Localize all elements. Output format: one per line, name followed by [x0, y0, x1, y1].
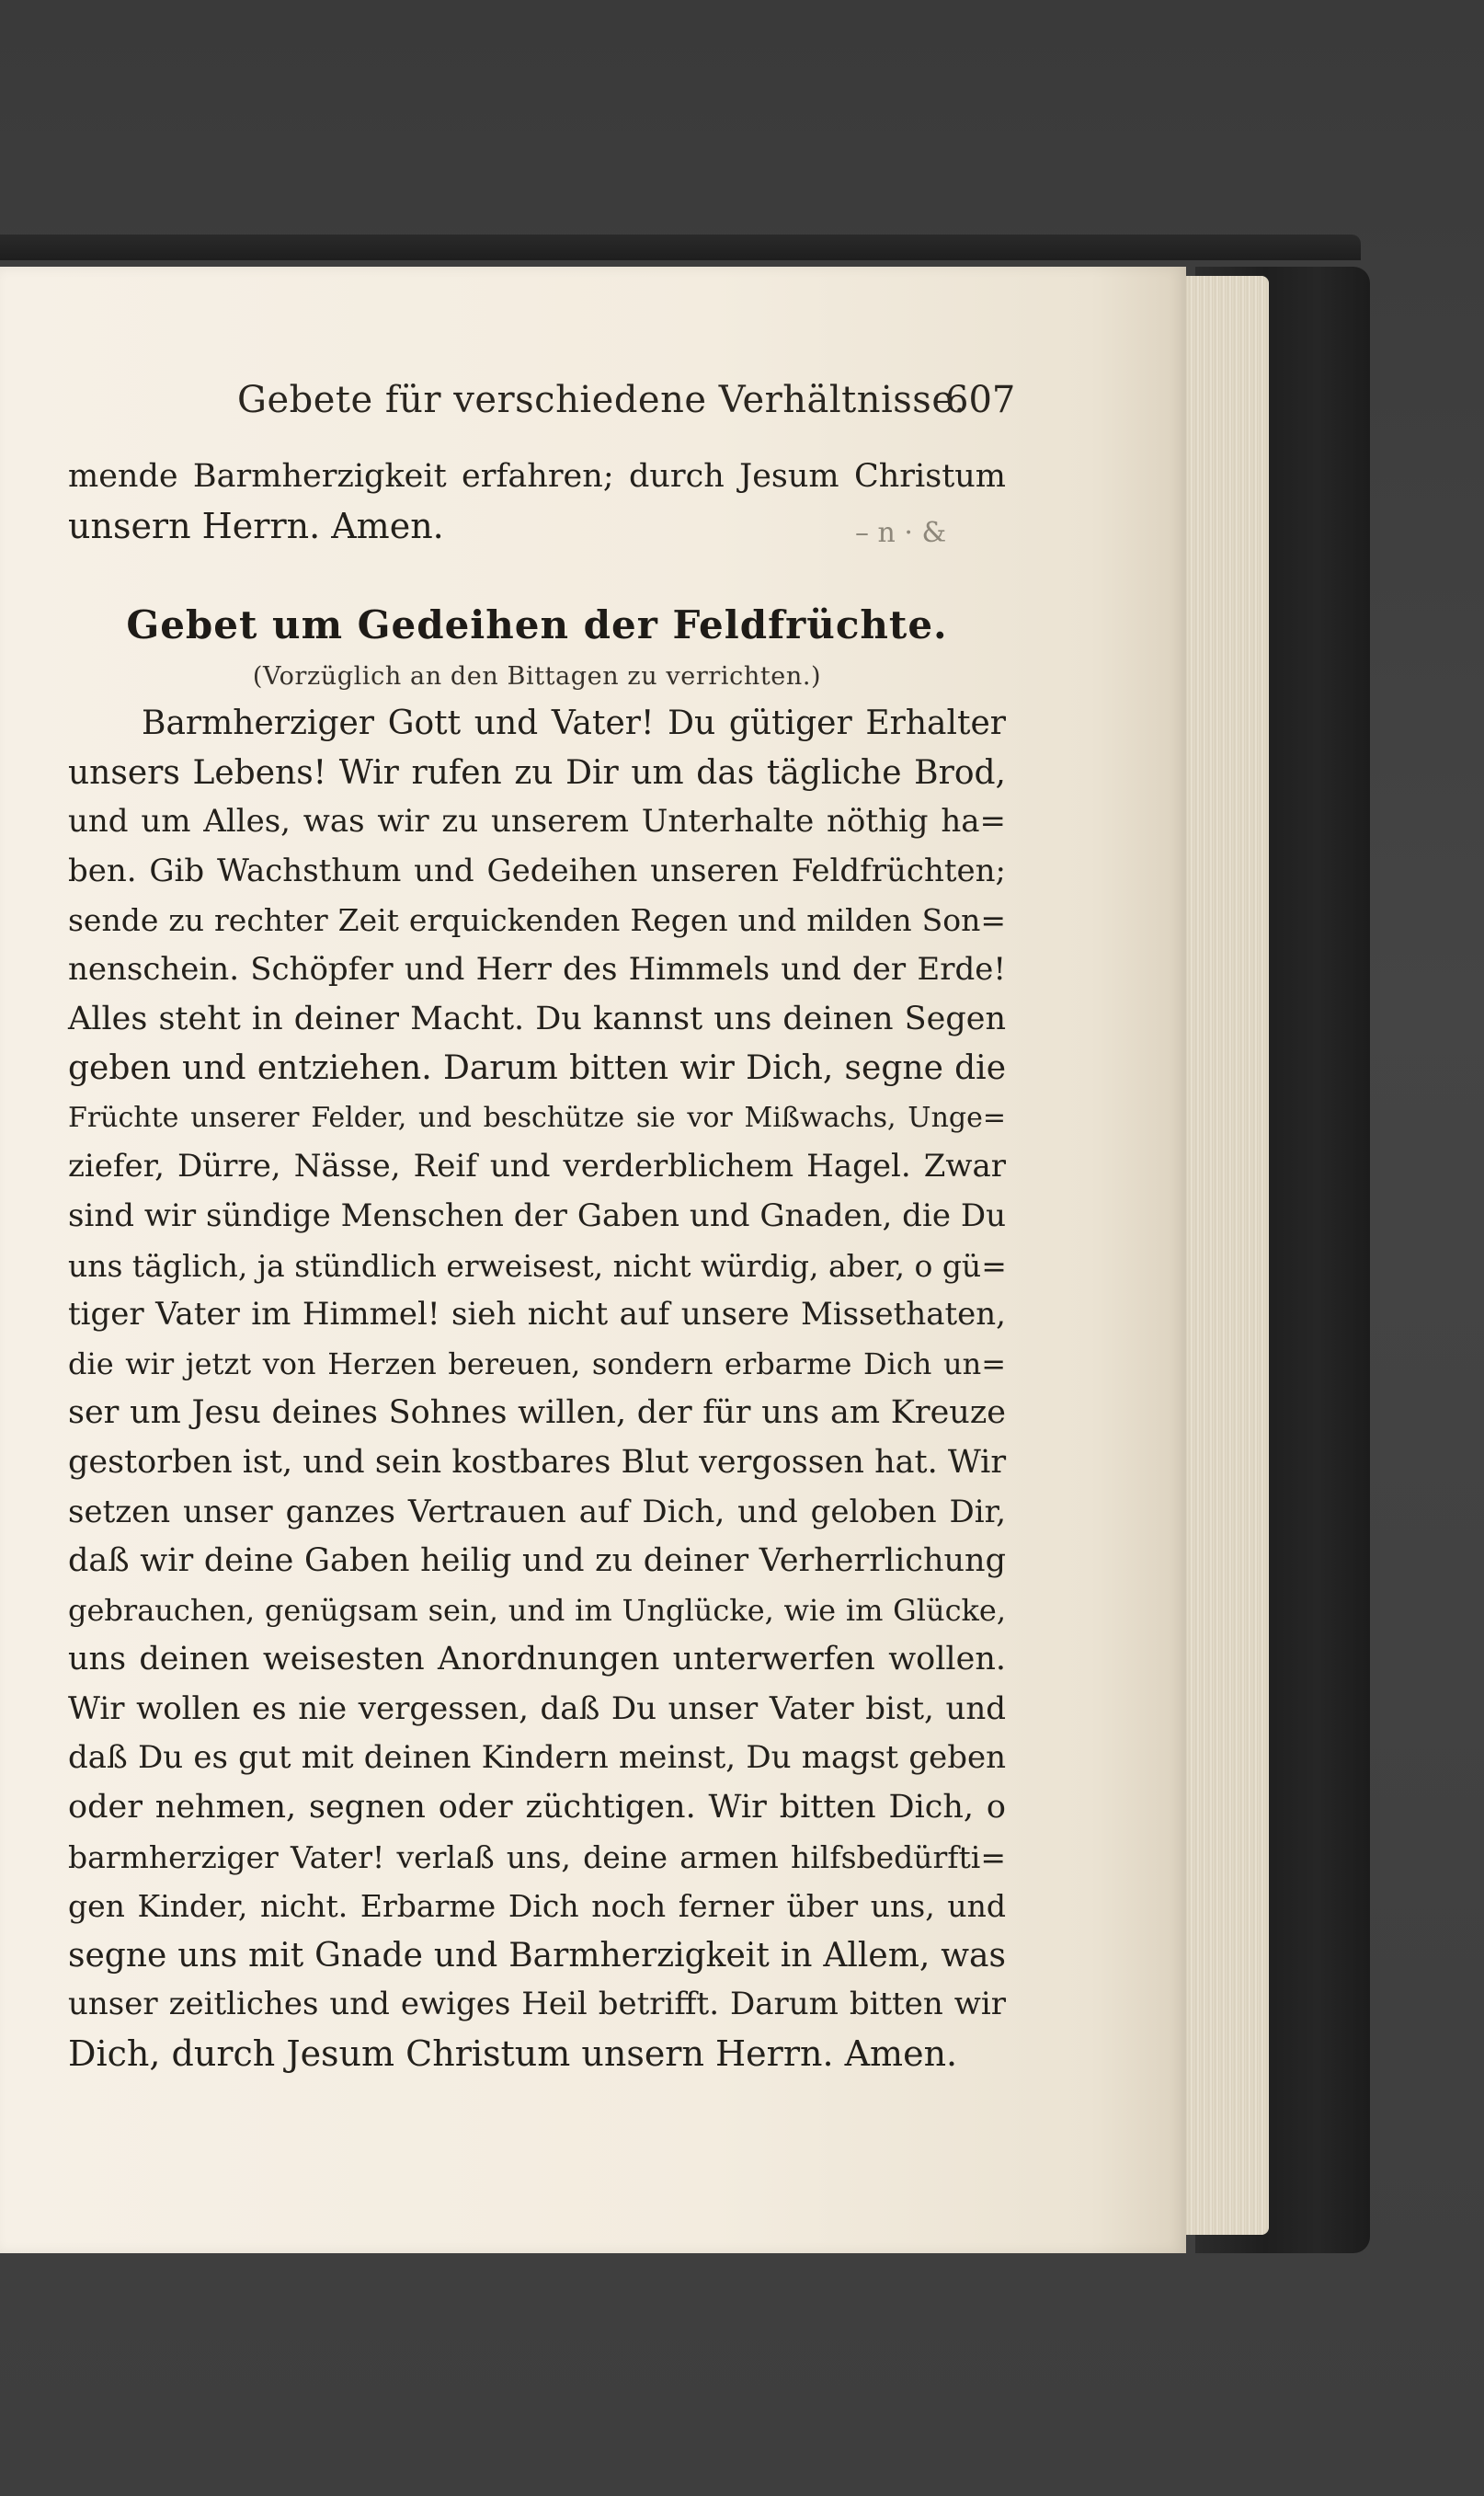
text-line: unsers Lebens! Wir rufen zu Dir um das tägliche Brod, — [68, 753, 1006, 792]
text-line: Barmherziger Gott und Vater! Du gütiger Erhalter — [142, 704, 1006, 742]
text-line: Wir wollen es nie vergessen, daß Du unser Vater bist, und — [68, 1689, 1006, 1727]
section-subheading: (Vorzüglich an den Bittagen zu verrichten.) — [252, 662, 822, 691]
text-line: Dich, durch Jesum Christum unsern Herrn. Amen. — [68, 2033, 958, 2075]
text-line: gestorben ist, und sein kostbares Blut vergossen hat. Wir — [68, 1443, 1007, 1481]
text-line: uns täglich, ja stündlich erweisest, nicht würdig, aber, o gü= — [68, 1247, 1007, 1284]
book-cover-top-edge — [0, 235, 1361, 260]
text-line: oder nehmen, segnen oder züchtigen. Wir bitten Dich, o — [68, 1789, 1006, 1826]
running-head: Gebete für verschiedene Verhältnisse. — [237, 379, 966, 421]
text-line: tiger Vater im Himmel! sieh nicht auf unsere Missethaten, — [68, 1296, 1006, 1334]
text-line: daß wir deine Gaben heilig und zu deiner Verherrlichung — [68, 1542, 1006, 1580]
page-number: 607 — [945, 379, 1016, 421]
text-line: die wir jetzt von Herzen bereuen, sondern erbarme Dich un= — [68, 1345, 1006, 1381]
text-line: nenschein. Schöpfer und Herr des Himmels und der Erde! — [68, 950, 1006, 988]
text-line: unsern Herrn. Amen. — [68, 505, 444, 546]
prayer-body — [68, 699, 1006, 2079]
text-line: segne uns mit Gnade und Barmherzigkeit in Allem, was — [68, 1936, 1006, 1975]
text-line: uns deinen weisesten Anordnungen unterwerfen wollen. — [68, 1641, 1006, 1678]
text-line: setzen unser ganzes Vertrauen auf Dich, und geloben Dir, — [68, 1493, 1006, 1530]
text-line: ziefer, Dürre, Nässe, Reif und verderblichem Hagel. Zwar — [68, 1148, 1006, 1185]
text-line: ser um Jesu deines Sohnes willen, der für uns am Kreuze — [68, 1394, 1006, 1432]
text-line: unser zeitliches und ewiges Heil betrifft. Darum bitten wir — [68, 1986, 1006, 2023]
text-line: Früchte unserer Felder, und beschütze sie vor Mißwachs, Unge= — [68, 1101, 1006, 1134]
text-line: gen Kinder, nicht. Erbarme Dich noch ferner über uns, und — [68, 1888, 1006, 1925]
text-line: daß Du es gut mit deinen Kindern meinst, Du magst geben — [68, 1739, 1006, 1777]
text-line: und um Alles, was wir zu unserem Unterhalte nöthig ha= — [68, 803, 1006, 841]
text-line: Alles steht in deiner Macht. Du kannst uns deinen Segen — [68, 1000, 1006, 1037]
text-line: ben. Gib Wachsthum und Gedeihen unseren Feldfrüchten; — [68, 852, 1006, 889]
text-line: gebrauchen, genügsam sein, und im Unglücke, wie im Glücke, — [68, 1592, 1006, 1628]
text-line: barmherziger Vater! verlaß uns, deine armen hilfsbedürfti= — [68, 1838, 1006, 1875]
text-line: geben und entziehen. Darum bitten wir Dich, segne die — [68, 1049, 1006, 1088]
text-line: sende zu rechter Zeit erquickenden Regen und milden Son= — [68, 902, 1006, 939]
text-line: sind wir sündige Menschen der Gaben und Gnaden, die Du — [68, 1196, 1006, 1234]
section-heading: Gebet um Gedeihen der Feldfrüchte. — [126, 602, 948, 647]
margin-mark: – n · & — [855, 517, 947, 549]
text-line: mende Barmherzigkeit erfahren; durch Jesum Christum — [68, 458, 1006, 495]
